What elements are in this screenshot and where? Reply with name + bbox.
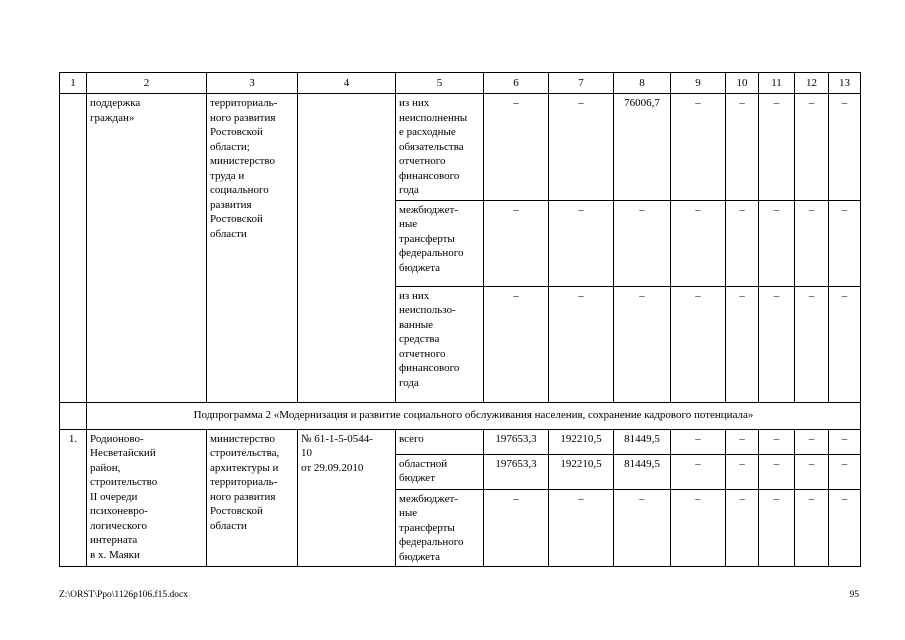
value-cell: – <box>759 454 795 489</box>
value-cell: – <box>829 429 861 454</box>
row-number-cell <box>60 94 87 403</box>
value-cell: – <box>829 200 861 286</box>
funding-source-cell: межбюджет- ные трансферты федерального бюджета <box>396 489 484 567</box>
value-cell: – <box>726 429 759 454</box>
value-cell: – <box>671 429 726 454</box>
value-cell: – <box>484 94 549 201</box>
value-cell: – <box>484 489 549 567</box>
value-cell: – <box>614 489 671 567</box>
value-cell: – <box>795 429 829 454</box>
value-cell: – <box>726 489 759 567</box>
value-cell: – <box>726 94 759 201</box>
value-cell: 197653,3 <box>484 429 549 454</box>
col-num: 2 <box>87 73 207 94</box>
measure-name-cell: Родионово- Несветайский район, строительство II очереди психоневро- логического интерната в х. Маяки <box>87 429 207 567</box>
col-num: 5 <box>396 73 484 94</box>
value-cell: 197653,3 <box>484 454 549 489</box>
col-num: 6 <box>484 73 549 94</box>
col-num: 13 <box>829 73 861 94</box>
funding-source-cell: всего <box>396 429 484 454</box>
value-cell: – <box>795 454 829 489</box>
value-cell: – <box>671 286 726 402</box>
value-cell: 192210,5 <box>549 429 614 454</box>
value-cell: – <box>726 286 759 402</box>
value-cell: – <box>549 489 614 567</box>
row-number-cell <box>60 402 87 429</box>
funding-source-cell: из них неиспользо- ванные средства отчетного финансового года <box>396 286 484 402</box>
subprogram-row <box>60 402 861 429</box>
executor-cell: министерство строительства, архитектуры и территориаль- ного развития Ростовской области <box>207 429 298 567</box>
value-cell: – <box>759 286 795 402</box>
value-cell: – <box>795 94 829 201</box>
value-cell: – <box>726 454 759 489</box>
value-cell: – <box>671 200 726 286</box>
value-cell: – <box>829 286 861 402</box>
value-cell: – <box>759 200 795 286</box>
col-num: 9 <box>671 73 726 94</box>
value-cell: – <box>549 286 614 402</box>
col-num: 10 <box>726 73 759 94</box>
value-cell: – <box>829 94 861 201</box>
value-cell: – <box>759 429 795 454</box>
page-number: 95 <box>849 590 859 600</box>
value-cell: 76006,7 <box>614 94 671 201</box>
col-num: 1 <box>60 73 87 94</box>
value-cell: – <box>726 200 759 286</box>
file-path-footer: Z:\ORST\Ppo\1126p106.f15.docx <box>59 590 188 600</box>
value-cell: – <box>795 286 829 402</box>
measure-name-cell: поддержка граждан» <box>87 94 207 403</box>
table-row <box>60 429 861 454</box>
executor-cell: территориаль- ного развития Ростовской области; министерство труда и социального развития Ростовской области <box>207 94 298 403</box>
column-number-row <box>60 73 861 94</box>
table-row <box>60 94 861 201</box>
funding-source-cell: из них неисполненны е расходные обязательства отчетного финансового года <box>396 94 484 201</box>
value-cell: – <box>614 200 671 286</box>
value-cell: – <box>484 286 549 402</box>
value-cell: – <box>671 489 726 567</box>
value-cell: – <box>614 286 671 402</box>
value-cell: – <box>829 489 861 567</box>
value-cell: 192210,5 <box>549 454 614 489</box>
col-num: 11 <box>759 73 795 94</box>
value-cell: 81449,5 <box>614 429 671 454</box>
value-cell: – <box>549 94 614 201</box>
document-cell: № 61-1-5-0544- 10 от 29.09.2010 <box>298 429 396 567</box>
budget-table <box>59 72 861 567</box>
value-cell: – <box>829 454 861 489</box>
col-num: 4 <box>298 73 396 94</box>
value-cell: 81449,5 <box>614 454 671 489</box>
value-cell: – <box>795 489 829 567</box>
value-cell: – <box>671 454 726 489</box>
value-cell: – <box>759 94 795 201</box>
col-num: 8 <box>614 73 671 94</box>
value-cell: – <box>795 200 829 286</box>
subprogram-title: Подпрограмма 2 «Модернизация и развитие социального обслуживания населения, сохранение кадрового потенциала» <box>87 402 861 429</box>
funding-source-cell: областной бюджет <box>396 454 484 489</box>
col-num: 7 <box>549 73 614 94</box>
value-cell: – <box>671 94 726 201</box>
value-cell: – <box>484 200 549 286</box>
row-number-cell: 1. <box>60 429 87 567</box>
col-num: 3 <box>207 73 298 94</box>
col-num: 12 <box>795 73 829 94</box>
funding-source-cell: межбюджет- ные трансферты федерального бюджета <box>396 200 484 286</box>
value-cell: – <box>759 489 795 567</box>
value-cell: – <box>549 200 614 286</box>
document-cell <box>298 94 396 403</box>
